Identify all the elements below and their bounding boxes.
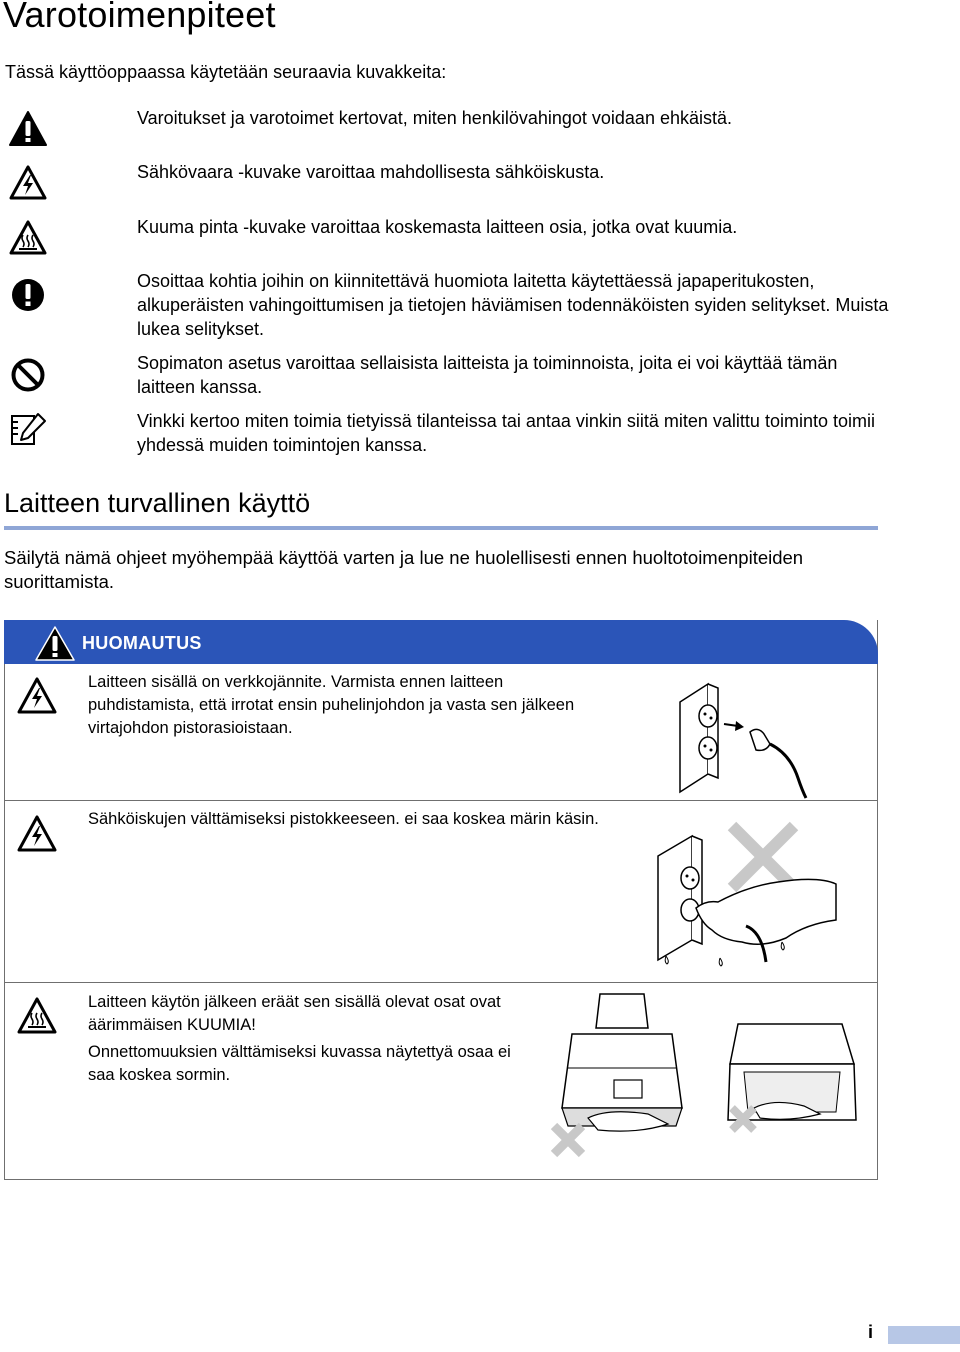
electrical-hazard-icon [16,676,58,716]
warning-triangle-icon [34,625,76,663]
caution-divider [4,800,878,801]
legend-text-hot-surface: Kuuma pinta -kuvake varoittaa koskemasta laitteen osia, jotka ovat kuumia. [137,217,738,237]
electrical-hazard-icon [16,814,58,854]
wet-hands-illustration [652,816,867,976]
caution-divider [4,982,878,983]
unplug-illustration [670,674,870,799]
page-number-bar [888,1326,960,1344]
warning-triangle-icon [8,110,48,148]
page-title: Varotoimenpiteet [3,0,276,35]
legend-text-note: Vinkki kertoo miten toimia tietyissä tilanteissa tai antaa vinkin siitä miten valittu toiminto toimii yhdessä muiden toimintojen kanssa. [137,411,875,455]
legend-text-electrical: Sähkövaara -kuvake varoittaa mahdollisesta sähköiskusta. [137,162,605,182]
note-icon [8,410,48,448]
hot-surface-icon [8,219,48,257]
caution-text-3: Laitteen käytön jälkeen eräät sen sisällä olevat osat ovat äärimmäisen KUUMIA! [88,993,501,1034]
intro-text: Tässä käyttöoppaassa käytetään seuraavia kuvakkeita: [5,62,447,82]
machine-illustration-right [724,1020,864,1165]
caution-text-3b: Onnettomuuksien välttämiseksi kuvassa näytettyä osaa ei saa koskea sormin. [88,1043,511,1084]
section-rule [4,526,878,530]
prohibited-icon [10,357,46,393]
electrical-hazard-icon [8,164,48,202]
legend-text-important: Osoittaa kohtia joihin on kiinnitettävä huomiota laitetta käytettäessä japaperitukosten, alkuperäisten vahingoittumisen ja tietojen häviämisen todennäköisten syiden selitykset. Muista lukea selitykset. [137,271,889,339]
section-text: Säilytä nämä ohjeet myöhempää käyttöä varten ja lue ne huolellisesti ennen huoltotoimenpiteiden suorittamista. [4,547,804,592]
hot-surface-icon [16,996,58,1036]
important-icon [10,277,46,313]
caution-text-2: Sähköiskujen välttämiseksi pistokkeeseen. ei saa koskea märin käsin. [88,810,599,828]
legend-text-warning: Varoitukset ja varotoimet kertovat, miten henkilövahingot voidaan ehkäistä. [137,108,732,128]
caution-text-1: Laitteen sisällä on verkkojännite. Varmista ennen laitteen puhdistamista, että irrotat ensin puhelinjohdon ja vasta sen jälkeen virtajohdon pistorasioistaan. [88,673,575,737]
caution-label: HUOMAUTUS [82,633,202,653]
section-title: Laitteen turvallinen käyttö [4,488,311,518]
machine-illustration-left [548,988,698,1163]
page-number: i [868,1322,874,1342]
legend-text-prohibited: Sopimaton asetus varoittaa sellaisista laitteista ja toiminnoista, joita ei voi käyttää tämän laitteen kanssa. [137,353,838,397]
